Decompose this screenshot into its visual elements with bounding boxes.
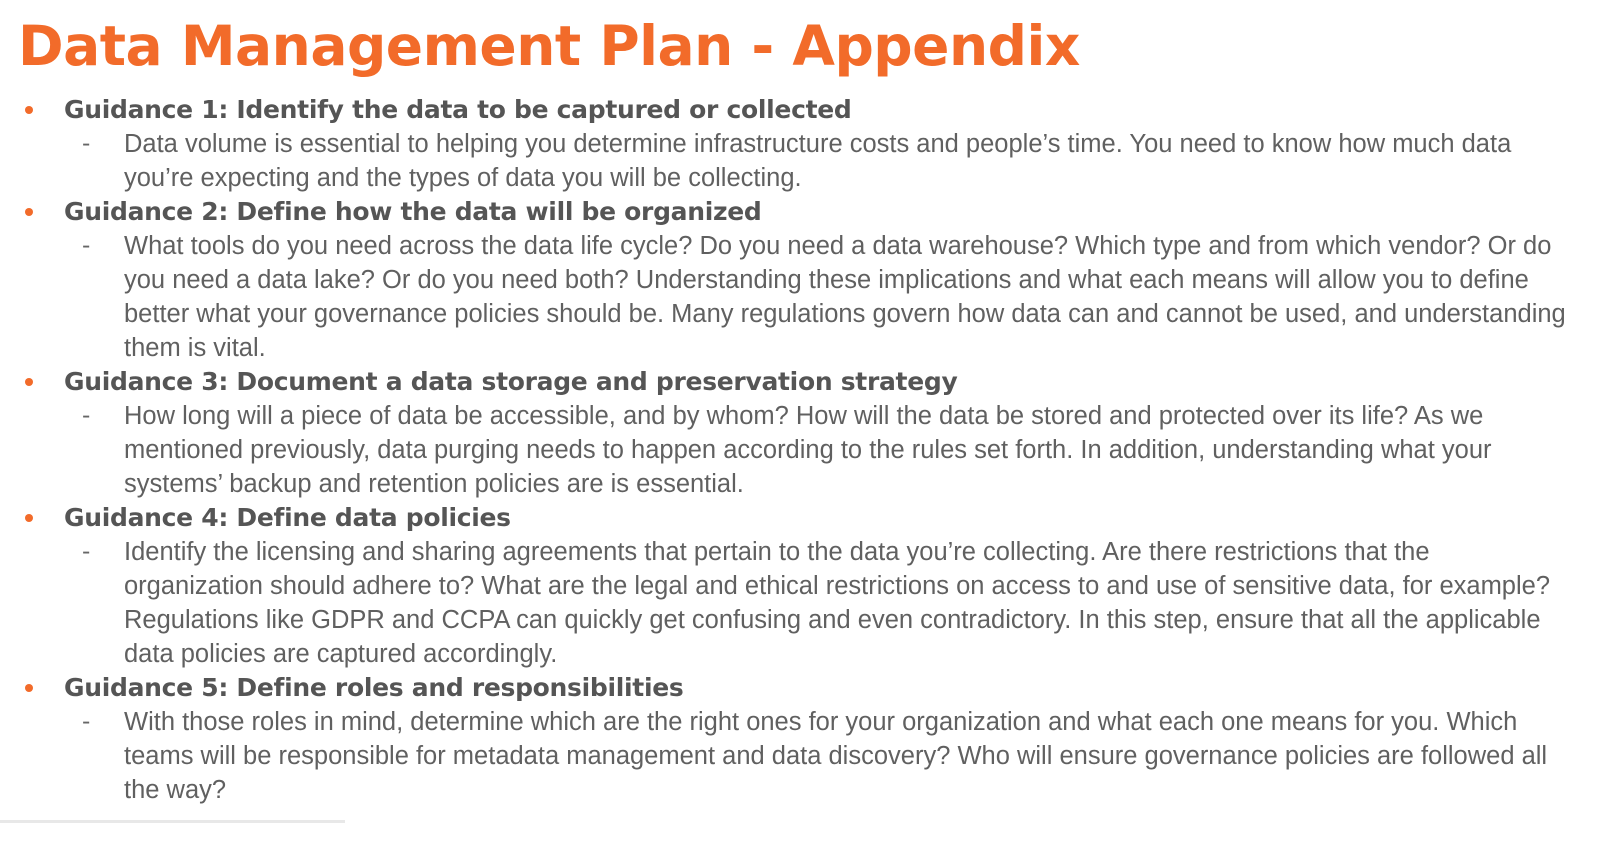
page-title: Data Management Plan - Appendix	[18, 14, 1080, 78]
bullet-icon	[22, 365, 36, 399]
dash-icon: -	[82, 539, 91, 565]
bullet-icon	[22, 93, 36, 127]
bullet-icon	[22, 195, 36, 229]
bullet-icon	[22, 671, 36, 705]
bullet-icon	[22, 501, 36, 535]
guidance-detail	[0, 705, 1600, 807]
guidance-text: Identify the licensing and sharing agreements that pertain to the data you’re collecting. Are there restrictions that the organization should adhere to? What are the legal and ethical restrictions on access to and use of sensitive data, for example? Regulations like GDPR and CCPA can quickly get confusing and even contradictory. In this step, ensure that all the applicable data policies are captured accordingly.	[124, 538, 1551, 668]
list-item	[0, 501, 1600, 671]
guidance-text: How long will a piece of data be accessible, and by whom? How will the data be stored and protected over its life? As we mentioned previously, data purging needs to happen according to the rules set forth. In addition, understanding what your systems’ backup and retention policies are is essential.	[124, 402, 1492, 498]
list-item	[0, 671, 1600, 807]
dash-icon: -	[82, 403, 91, 429]
list-item	[0, 365, 1600, 501]
guidance-detail	[0, 127, 1600, 195]
guidance-detail	[0, 399, 1600, 501]
guidance-text: Data volume is essential to helping you determine infrastructure costs and people’s time. You need to know how much data you’re expecting and the types of data you will be collecting.	[124, 130, 1512, 192]
guidance-detail	[0, 535, 1600, 671]
dash-icon: -	[82, 709, 91, 735]
guidance-heading: Guidance 4: Define data policies	[64, 503, 511, 532]
dash-icon: -	[82, 131, 91, 157]
guidance-text: With those roles in mind, determine which are the right ones for your organization and what each one means for you. Which teams will be responsible for metadata management and data discovery? Who will ensure governance policies are followed all the way?	[124, 708, 1548, 804]
list-item	[0, 195, 1600, 365]
guidance-list	[0, 93, 1600, 807]
guidance-detail	[0, 229, 1600, 365]
divider	[0, 820, 345, 823]
guidance-heading: Guidance 3: Document a data storage and preservation strategy	[64, 367, 958, 396]
guidance-heading: Guidance 5: Define roles and responsibilities	[64, 673, 684, 702]
dash-icon: -	[82, 233, 91, 259]
guidance-heading: Guidance 1: Identify the data to be captured or collected	[64, 95, 852, 124]
guidance-text: What tools do you need across the data life cycle? Do you need a data warehouse? Which type and from which vendor? Or do you need a data lake? Or do you need both? Understanding these implications and what each means will allow you to define better what your governance policies should be. Many regulations govern how data can and cannot be used, and understanding them is vital.	[124, 232, 1566, 362]
guidance-heading: Guidance 2: Define how the data will be organized	[64, 197, 762, 226]
list-item	[0, 93, 1600, 195]
